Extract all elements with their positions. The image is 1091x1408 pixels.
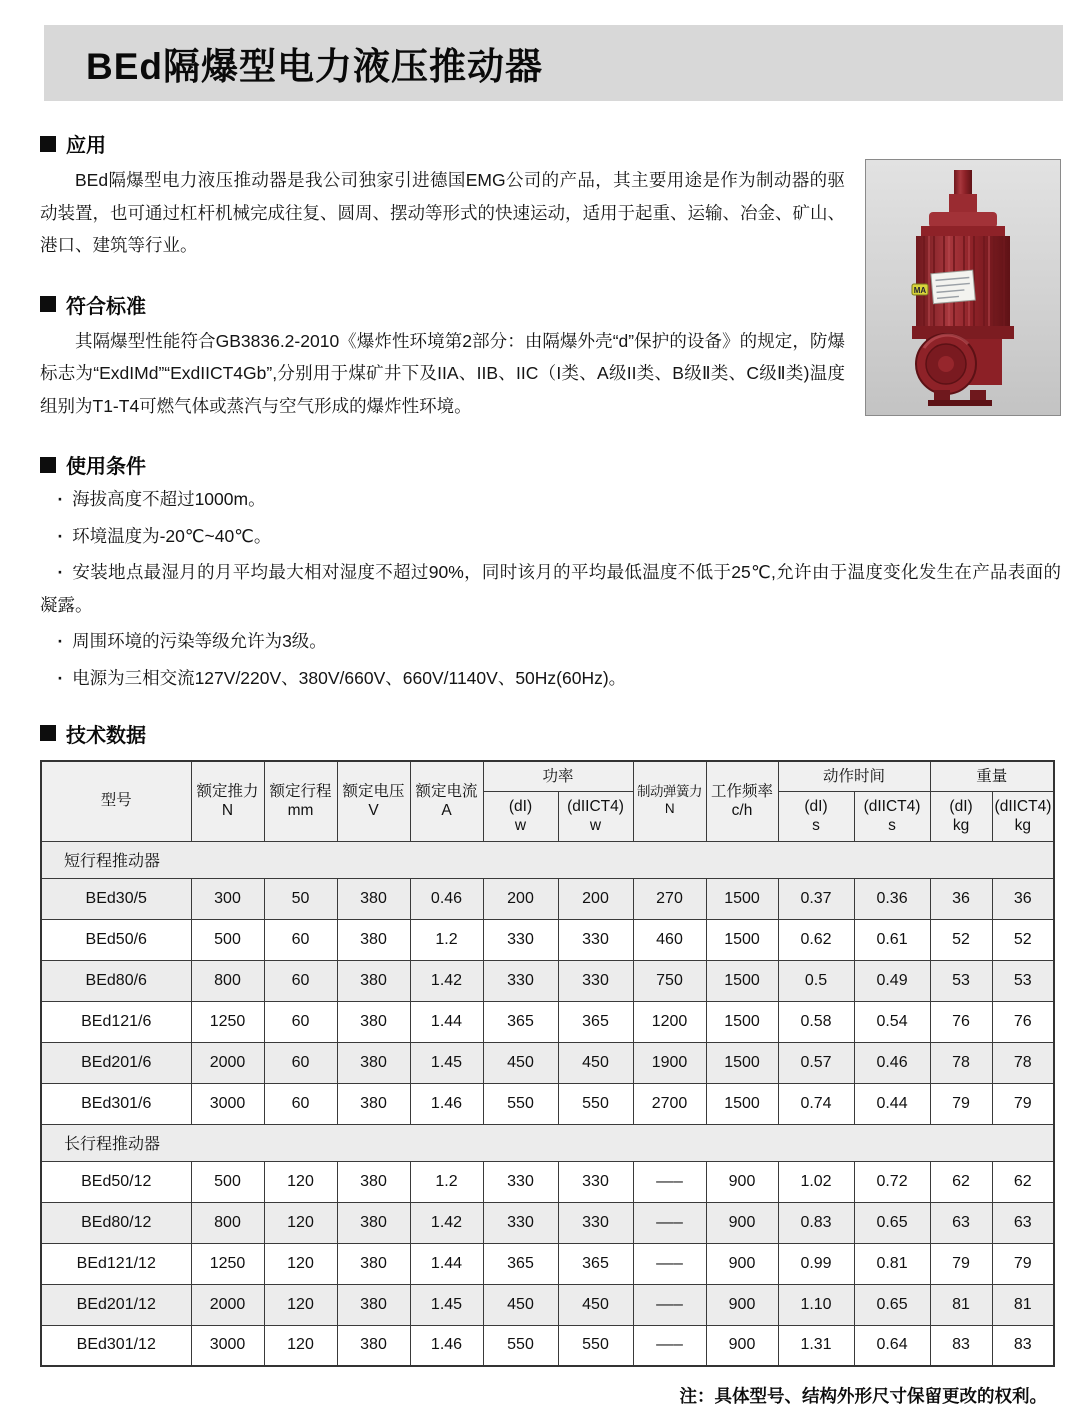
value-cell: 60 (264, 1001, 337, 1042)
section-technical-heading (40, 719, 1061, 748)
value-cell: 330 (558, 960, 633, 1001)
value-cell: 50 (264, 878, 337, 919)
value-cell: 76 (930, 1001, 992, 1042)
value-cell: 550 (558, 1083, 633, 1124)
value-cell: 1.46 (410, 1325, 483, 1366)
table-row (41, 1202, 1054, 1243)
value-cell: 1.44 (410, 1243, 483, 1284)
model-cell: BEd30/5 (41, 878, 191, 919)
value-cell: 900 (706, 1325, 778, 1366)
section-application-heading (40, 129, 845, 158)
section-standards-heading (40, 290, 845, 319)
value-cell: 450 (483, 1042, 558, 1083)
value-cell: 0.62 (778, 919, 854, 960)
value-cell: 2000 (191, 1042, 264, 1083)
value-cell: 380 (337, 1083, 410, 1124)
col-power-diict4: (dIICT4) w (558, 791, 633, 841)
table-group-row (41, 841, 1054, 878)
value-cell: 1.2 (410, 1161, 483, 1202)
value-cell: 500 (191, 919, 264, 960)
table-row (41, 1243, 1054, 1284)
value-cell: 900 (706, 1284, 778, 1325)
col-model: 型号 (41, 761, 191, 842)
value-cell: 0.57 (778, 1042, 854, 1083)
value-cell: 79 (930, 1083, 992, 1124)
value-cell: 1.2 (410, 919, 483, 960)
col-frequency: 工作频率 c/h (706, 761, 778, 842)
section-title: 使用条件 (66, 456, 146, 479)
value-cell: 0.46 (854, 1042, 930, 1083)
section-square-icon (40, 136, 56, 152)
value-cell: 550 (483, 1325, 558, 1366)
value-cell: 550 (483, 1083, 558, 1124)
value-cell: 1200 (633, 1001, 706, 1042)
model-cell: BEd201/6 (41, 1042, 191, 1083)
value-cell: 380 (337, 919, 410, 960)
col-action-diict4: (dIICT4) s (854, 791, 930, 841)
table-row (41, 1001, 1054, 1042)
value-cell: 0.72 (854, 1161, 930, 1202)
col-weight-diict4: (dIICT4) kg (992, 791, 1054, 841)
table-group-label: 长行程推动器 (41, 1124, 1054, 1161)
value-cell: 380 (337, 1243, 410, 1284)
value-cell: 330 (483, 1202, 558, 1243)
value-cell: 81 (930, 1284, 992, 1325)
section-square-icon (40, 296, 56, 312)
col-current: 额定电流 A (410, 761, 483, 842)
value-cell: 1.10 (778, 1284, 854, 1325)
product-figure (865, 159, 1061, 416)
value-cell: 380 (337, 1001, 410, 1042)
value-cell: 330 (483, 919, 558, 960)
section-conditions-heading (40, 450, 1061, 479)
value-cell: 2000 (191, 1284, 264, 1325)
value-cell: 380 (337, 1161, 410, 1202)
condition-item: · 环境温度为-20℃~40℃。 (40, 520, 1061, 553)
value-cell: 63 (992, 1202, 1054, 1243)
value-cell: 3000 (191, 1325, 264, 1366)
value-cell: 1.46 (410, 1083, 483, 1124)
value-cell: 460 (633, 919, 706, 960)
model-cell: BEd121/6 (41, 1001, 191, 1042)
value-cell: 0.65 (854, 1284, 930, 1325)
value-cell: 0.46 (410, 878, 483, 919)
section-title: 符合标准 (66, 295, 146, 318)
value-cell: 62 (992, 1161, 1054, 1202)
value-cell: 36 (992, 878, 1054, 919)
value-cell: 365 (483, 1243, 558, 1284)
value-cell: 1.45 (410, 1042, 483, 1083)
value-cell: 0.58 (778, 1001, 854, 1042)
value-cell: 1250 (191, 1001, 264, 1042)
value-cell: 120 (264, 1202, 337, 1243)
value-cell: 1500 (706, 960, 778, 1001)
value-cell: 380 (337, 1202, 410, 1243)
value-cell: 79 (992, 1243, 1054, 1284)
condition-item: · 电源为三相交流127V/220V、380V/660V、660V/1140V、50Hz(60Hz)。 (40, 662, 1061, 695)
value-cell: 550 (558, 1325, 633, 1366)
section-square-icon (40, 725, 56, 741)
technical-data-section (40, 719, 1061, 1408)
value-cell: 500 (191, 1161, 264, 1202)
value-cell: 0.65 (854, 1202, 930, 1243)
value-cell: 62 (930, 1161, 992, 1202)
ma-badge-text: MA (913, 285, 927, 295)
col-weight: 重量 (930, 761, 1054, 792)
value-cell: 0.83 (778, 1202, 854, 1243)
value-cell: 330 (483, 960, 558, 1001)
value-cell: 800 (191, 1202, 264, 1243)
model-cell: BEd50/12 (41, 1161, 191, 1202)
page-content (0, 129, 1091, 1408)
value-cell: 79 (930, 1243, 992, 1284)
value-cell: 36 (930, 878, 992, 919)
col-power-di: (dI) w (483, 791, 558, 841)
model-cell: BEd301/12 (41, 1325, 191, 1366)
table-row (41, 960, 1054, 1001)
value-cell: ––– (633, 1202, 706, 1243)
value-cell: 76 (992, 1001, 1054, 1042)
value-cell: 0.36 (854, 878, 930, 919)
value-cell: 900 (706, 1202, 778, 1243)
value-cell: 60 (264, 1083, 337, 1124)
value-cell: 380 (337, 1325, 410, 1366)
value-cell: 1.02 (778, 1161, 854, 1202)
value-cell: 365 (483, 1001, 558, 1042)
value-cell: 330 (558, 1202, 633, 1243)
value-cell: 120 (264, 1243, 337, 1284)
col-action-di: (dI) s (778, 791, 854, 841)
page-title: BEd隔爆型电力液压推动器 (86, 46, 543, 87)
value-cell: 0.44 (854, 1083, 930, 1124)
value-cell: 380 (337, 878, 410, 919)
value-cell: 450 (558, 1284, 633, 1325)
col-stroke: 额定行程 mm (264, 761, 337, 842)
value-cell: 1500 (706, 1083, 778, 1124)
table-row (41, 1083, 1054, 1124)
value-cell: 330 (558, 919, 633, 960)
table-row (41, 919, 1054, 960)
rod (954, 170, 972, 196)
value-cell: 120 (264, 1284, 337, 1325)
title-banner (44, 25, 1063, 101)
col-spring: 制动弹簧力 N (633, 761, 706, 842)
value-cell: 83 (930, 1325, 992, 1366)
table-row (41, 1161, 1054, 1202)
value-cell: 380 (337, 960, 410, 1001)
value-cell: 330 (558, 1161, 633, 1202)
value-cell: 450 (483, 1284, 558, 1325)
model-cell: BEd50/6 (41, 919, 191, 960)
condition-item: · 安装地点最湿月的月平均最大相对湿度不超过90%，同时该月的平均最低温度不低于25℃,允许由于温度变化发生在产品表面的凝露。 (40, 556, 1061, 621)
col-weight-di: (dI) kg (930, 791, 992, 841)
value-cell: 0.54 (854, 1001, 930, 1042)
value-cell: 1500 (706, 1001, 778, 1042)
value-cell: 1.31 (778, 1325, 854, 1366)
application-paragraph: BEd隔爆型电力液压推动器是我公司独家引进德国EMG公司的产品，其主要用途是作为制动器的驱动装置，也可通过杠杆机械完成往复、圆周、摆动等形式的快速运动，适用于起重、运输、冶金、矿山、港口、建筑等行业。 (40, 170, 845, 256)
value-cell: 300 (191, 878, 264, 919)
value-cell: 1.45 (410, 1284, 483, 1325)
col-action-time: 动作时间 (778, 761, 930, 792)
table-body (41, 841, 1054, 1366)
value-cell: 52 (992, 919, 1054, 960)
model-cell: BEd80/6 (41, 960, 191, 1001)
value-cell: 0.37 (778, 878, 854, 919)
value-cell: 380 (337, 1042, 410, 1083)
value-cell: 120 (264, 1161, 337, 1202)
value-cell: ––– (633, 1161, 706, 1202)
datasheet-page (0, 25, 1091, 1408)
value-cell: 78 (992, 1042, 1054, 1083)
model-cell: BEd80/12 (41, 1202, 191, 1243)
value-cell: 750 (633, 960, 706, 1001)
table-row (41, 1042, 1054, 1083)
value-cell: 78 (930, 1042, 992, 1083)
table-group-label: 短行程推动器 (41, 841, 1054, 878)
value-cell: 330 (483, 1161, 558, 1202)
value-cell: 81 (992, 1284, 1054, 1325)
value-cell: 900 (706, 1243, 778, 1284)
value-cell: 60 (264, 960, 337, 1001)
value-cell: 0.99 (778, 1243, 854, 1284)
value-cell: 200 (483, 878, 558, 919)
table-row (41, 1325, 1054, 1366)
condition-item: · 周围环境的污染等级允许为3级。 (40, 625, 1061, 658)
section-title: 应用 (66, 135, 106, 157)
value-cell: 60 (264, 919, 337, 960)
value-cell: 79 (992, 1083, 1054, 1124)
value-cell: 63 (930, 1202, 992, 1243)
section-title: 技术数据 (66, 724, 146, 747)
value-cell: 1900 (633, 1042, 706, 1083)
value-cell: 0.64 (854, 1325, 930, 1366)
value-cell: 53 (992, 960, 1054, 1001)
value-cell: 1250 (191, 1243, 264, 1284)
value-cell: 1.44 (410, 1001, 483, 1042)
value-cell: 1.42 (410, 1202, 483, 1243)
model-cell: BEd121/12 (41, 1243, 191, 1284)
section-square-icon (40, 457, 56, 473)
value-cell: 380 (337, 1284, 410, 1325)
value-cell: 0.74 (778, 1083, 854, 1124)
value-cell: 0.61 (854, 919, 930, 960)
value-cell: 120 (264, 1325, 337, 1366)
value-cell: 52 (930, 919, 992, 960)
col-power: 功率 (483, 761, 633, 792)
value-cell: 3000 (191, 1083, 264, 1124)
thruster-product-image (874, 168, 1052, 408)
value-cell: 200 (558, 878, 633, 919)
value-cell: 53 (930, 960, 992, 1001)
value-cell: ––– (633, 1284, 706, 1325)
table-row (41, 1284, 1054, 1325)
value-cell: 0.81 (854, 1243, 930, 1284)
value-cell: 1500 (706, 919, 778, 960)
value-cell: 1500 (706, 1042, 778, 1083)
technical-data-table (40, 760, 1055, 1368)
value-cell: 800 (191, 960, 264, 1001)
table-header (41, 761, 1054, 842)
model-cell: BEd201/12 (41, 1284, 191, 1325)
footnote: 注：具体型号、结构外形尺寸保留更改的权利。 (679, 1386, 1047, 1407)
condition-item: · 海拔高度不超过1000m。 (40, 483, 1061, 516)
value-cell: 900 (706, 1161, 778, 1202)
value-cell: ––– (633, 1243, 706, 1284)
value-cell: 83 (992, 1325, 1054, 1366)
table-row (41, 878, 1054, 919)
col-voltage: 额定电压 V (337, 761, 410, 842)
value-cell: 270 (633, 878, 706, 919)
value-cell: 1500 (706, 878, 778, 919)
value-cell: 1.42 (410, 960, 483, 1001)
table-group-row (41, 1124, 1054, 1161)
value-cell: 60 (264, 1042, 337, 1083)
value-cell: 450 (558, 1042, 633, 1083)
standards-paragraph: 其隔爆型性能符合GB3836.2-2010《爆炸性环境第2部分：由隔爆外壳“d”保护的设备》的规定，防爆标志为“ExdIMd”“ExdIICT4Gb”,分别用于煤矿井下及IIA、IIB、IIC（I类、A级II类、B级Ⅱ类、C级Ⅱ类)温度组别为T1-T4可燃气体或蒸汽与空气形成的爆炸性环境。 (40, 330, 845, 416)
value-cell: 365 (558, 1243, 633, 1284)
value-cell: 0.49 (854, 960, 930, 1001)
value-cell: 2700 (633, 1083, 706, 1124)
value-cell: 0.5 (778, 960, 854, 1001)
value-cell: 365 (558, 1001, 633, 1042)
model-cell: BEd301/6 (41, 1083, 191, 1124)
col-thrust: 额定推力 N (191, 761, 264, 842)
value-cell: ––– (633, 1325, 706, 1366)
